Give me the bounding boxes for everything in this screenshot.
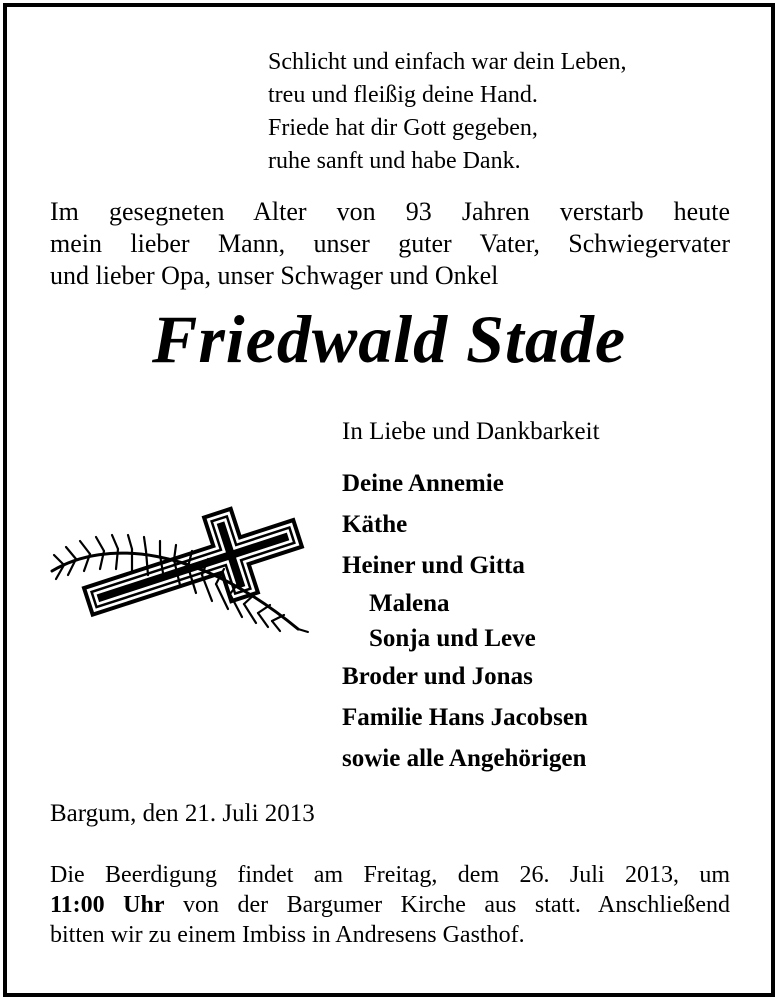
funeral-time: 11:00 Uhr [50, 892, 165, 918]
family-member: sowie alle Angehörigen [342, 745, 587, 772]
family-member: Broder und Jonas [342, 663, 533, 690]
family-member: Malena [369, 590, 450, 617]
place-date: Bargum, den 21. Juli 2013 [50, 800, 315, 827]
family-member: Heiner und Gitta [342, 552, 525, 579]
family-member: Käthe [342, 511, 408, 538]
family-member: Sonja und Leve [369, 625, 536, 652]
verse-line: ruhe sanft und habe Dank. [268, 148, 521, 174]
intro-line: mein lieber Mann, unser guter Vater, Schwiegervater [50, 229, 730, 258]
family-list [342, 463, 588, 779]
funeral-line: Die Beerdigung findet am Freitag, dem 26. Juli 2013, um [50, 862, 730, 888]
cross-with-palm-frond-icon [46, 505, 316, 640]
family-member: Deine Annemie [342, 470, 504, 497]
intro-text [50, 196, 730, 292]
thanks-line: In Liebe und Dankbarkeit [342, 418, 600, 445]
deceased-name: Friedwald Stade [151, 301, 627, 377]
intro-line: und lieber Opa, unser Schwager und Onkel [50, 261, 499, 290]
family-member: Familie Hans Jacobsen [342, 704, 588, 731]
funeral-notice [50, 860, 730, 950]
verse-line: treu und fleißig deine Hand. [268, 82, 538, 108]
verse-line: Schlicht und einfach war dein Leben, [268, 49, 627, 75]
funeral-line-rest: von der Bargumer Kirche aus statt. Anschließend [164, 892, 731, 918]
verse [268, 46, 627, 178]
intro-line: Im gesegneten Alter von 93 Jahren verstarb heute [50, 197, 730, 226]
funeral-line: bitten wir zu einem Imbiss in Andresens Gasthof. [50, 922, 525, 948]
verse-line: Friede hat dir Gott gegeben, [268, 115, 538, 141]
funeral-line [50, 890, 730, 920]
